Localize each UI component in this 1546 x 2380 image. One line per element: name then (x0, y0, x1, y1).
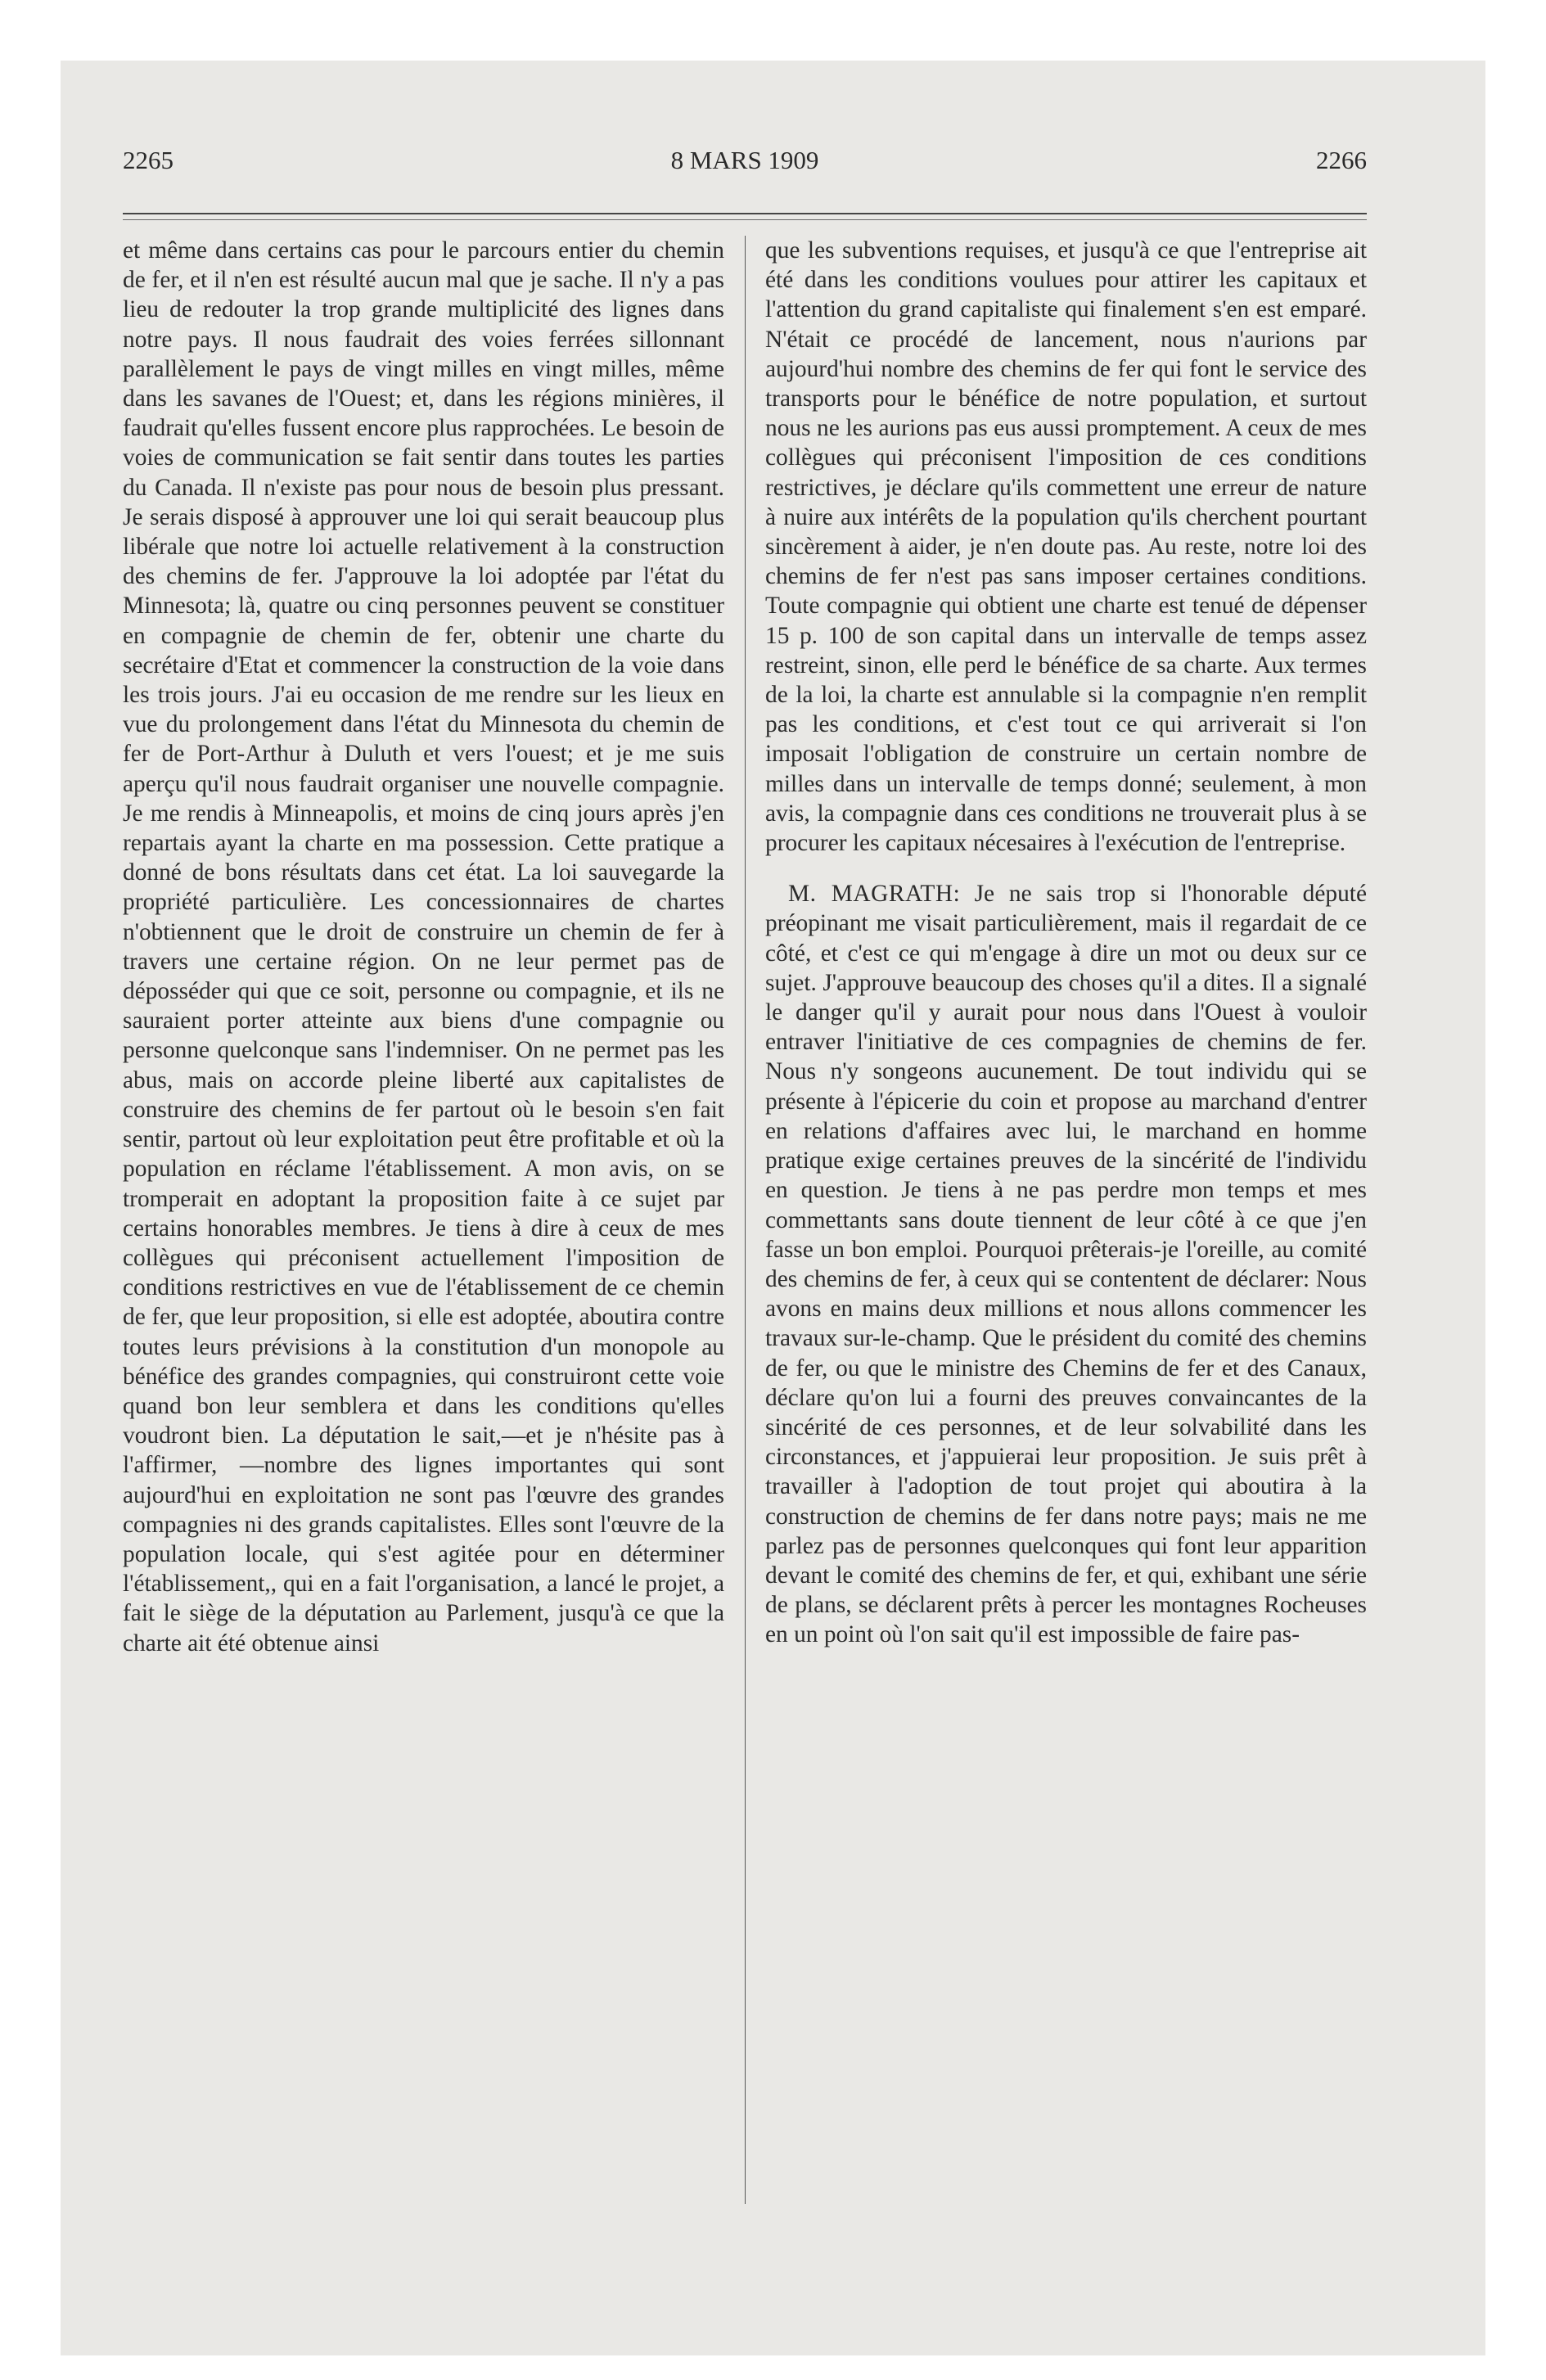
speaker-name: M. MAGRATH (788, 881, 953, 908)
left-column (123, 236, 724, 1658)
page-header (123, 131, 1367, 180)
text-columns (123, 236, 1367, 2224)
speech-text: : Je ne sais trop si l'honorable député préopinant me visait particulièrement, mais il regardait de ce côté, et c'est ce qui m'engage à dire un mot ou deux sur ce sujet. J'approuve beaucoup des choses qu'il a dites. Il a signalé le danger qu'il y aurait pour nous dans l'Ouest à vouloir entraver l'initiative de ces compagnies de chemins de fer. Nous n'y songeons aucunement. De tout individu qui se présente à l'épicerie du coin et propose au marchand d'entrer en relations d'affaires avec lui, le marchand en homme pratique exige certaines preuves de la sincérité de l'individu en question. Je tiens à ne pas perdre mon temps et mes commettants sans doute tiennent de leur côté à ce que j'en fasse un bon emploi. Pourquoi prêterais-je l'oreille, au comité des chemins de fer, à ceux qui se contentent de déclarer: Nous avons en mains deux millions et nous allons commencer les travaux sur-le-champ. Que le président du comité des chemins de fer, ou que le ministre des Chemins de fer et des Canaux, déclare qu'on lui a fourni des preuves convaincantes de la sincérité de ces personnes, et de leur solvabilité dans les circonstances, et j'appuierai leur proposition. Je suis prêt à travailler à l'adoption de tout projet qui aboutira à la construction de chemins de fer dans notre pays; mais ne me parlez pas de personnes quelconques qui font leur apparition devant le comité des chemins de fer, et qui, exhibant une série de plans, se déclarent prêts à percer les montagnes Rocheuses en un point où l'on sait qu'il est impossible de faire pas- (765, 881, 1367, 1648)
right-paragraph-2 (765, 879, 1367, 1649)
right-column (765, 236, 1367, 1650)
left-paragraph: et même dans certains cas pour le parcours entier du chemin de fer, et il n'en est résulté aucun mal que je sache. Il n'y a pas lieu de redouter la trop grande multiplicité des lignes dans notre pays. Il nous faudrait des voies ferrées sillonnant parallèlement le pays de vingt milles en vingt milles, même dans les savanes de l'Ouest; et, dans les régions minières, il faudrait qu'elles fussent encore plus rapprochées. Le besoin de voies de communication se fait sentir dans toutes les parties du Canada. Il n'existe pas pour nous de besoin plus pressant. Je serais disposé à approuver une loi qui serait beaucoup plus libérale que notre loi actuelle relativement à la construction des chemins de fer. J'approuve la loi adoptée par l'état du Minnesota; là, quatre ou cinq personnes peuvent se constituer en compagnie de chemin de fer, obtenir une charte du secrétaire d'Etat et commencer la construction de la voie dans les trois jours. J'ai eu occasion de me rendre sur les lieux en vue du prolongement dans l'état du Minnesota du chemin de fer de Port-Arthur à Duluth et vers l'ouest; et je me suis aperçu qu'il nous faudrait organiser une nouvelle compagnie. Je me rendis à Minneapolis, et moins de cinq jours après j'en repartais ayant la charte en ma possession. Cette pratique a donné de bons résultats dans cet état. La loi sauvegarde la propriété particulière. Les concessionnaires de chartes n'obtiennent que le droit de construire un chemin de fer à travers une certaine région. On ne leur permet pas de déposséder qui que ce soit, personne ou compagnie, et ils ne sauraient porter atteinte aux biens d'une compagnie ou personne quelconque sans l'indemniser. On ne permet pas les abus, mais on accorde pleine liberté aux capitalistes de construire des chemins de fer partout où le besoin s'en fait sentir, partout où leur exploitation peut être profitable et où la population en réclame l'établissement. A mon avis, on se tromperait en adoptant la proposition faite à ce sujet par certains honorables membres. Je tiens à dire à ceux de mes collègues qui préconisent actuellement l'imposition de conditions restrictives en vue de l'établissement de ce chemin de fer, que leur proposition, si elle est adoptée, aboutira contre toutes leurs prévisions à la constitution d'un monopole au bénéfice des grandes compagnies, qui construiront cette voie quand bon leur semblera et dans les conditions qu'elles voudront bien. La députation le sait,—et je n'hésite pas à l'affirmer, —nombre des lignes importantes qui sont aujourd'hui en exploitation ne sont pas l'œuvre des grandes compagnies ni des grands capitalistes. Elles sont l'œuvre de la population locale, qui s'est agitée pour en déterminer l'établissement,, qui en a fait l'organisation, a lancé le projet, a fait le siège de la députation au Parlement, jusqu'à ce que la charte ait été obtenue ainsi (123, 237, 724, 1657)
header-date: 8 MARS 1909 (670, 146, 819, 174)
document-page (123, 131, 1367, 2226)
right-paragraph-1: que les subventions requises, et jusqu'à ce que l'entreprise ait été dans les conditions voulues pour attirer les capitaux et l'attention du grand capitaliste qui finalement s'en est emparé. N'était ce procédé de lancement, nous n'aurions par aujourd'hui nombre des chemins de fer qui font le service des transports pour le bénéfice de notre population, et surtout nous ne les aurions pas eus aussi promptement. A ceux de mes collègues qui préconisent l'imposition de ces conditions restrictives, je déclare qu'ils commettent une erreur de nature à nuire aux intérêts de la population qu'ils cherchent pourtant sincèrement à aider, je n'en doute pas. Au reste, notre loi des chemins de fer n'est pas sans imposer certaines conditions. Toute compagnie qui obtient une charte est tenué de dépenser 15 p. 100 de son capital dans un intervalle de temps assez restreint, sinon, elle perd le bénéfice de sa charte. Aux termes de la loi, la charte est annulable si la compagnie n'en remplit pas les conditions, et c'est tout ce qui arriverait si l'on imposait l'obligation de construire un certain nombre de milles dans un intervalle de temps donné; seulement, à mon avis, la compagnie dans ces conditions ne trouverait plus à se procurer les capitaux nécesaires à l'exécution de l'entreprise. (765, 237, 1367, 857)
page-number-right: 2266 (1316, 146, 1367, 174)
header-rule (123, 213, 1367, 220)
page-number-left: 2265 (123, 146, 174, 174)
column-divider (745, 236, 746, 2204)
